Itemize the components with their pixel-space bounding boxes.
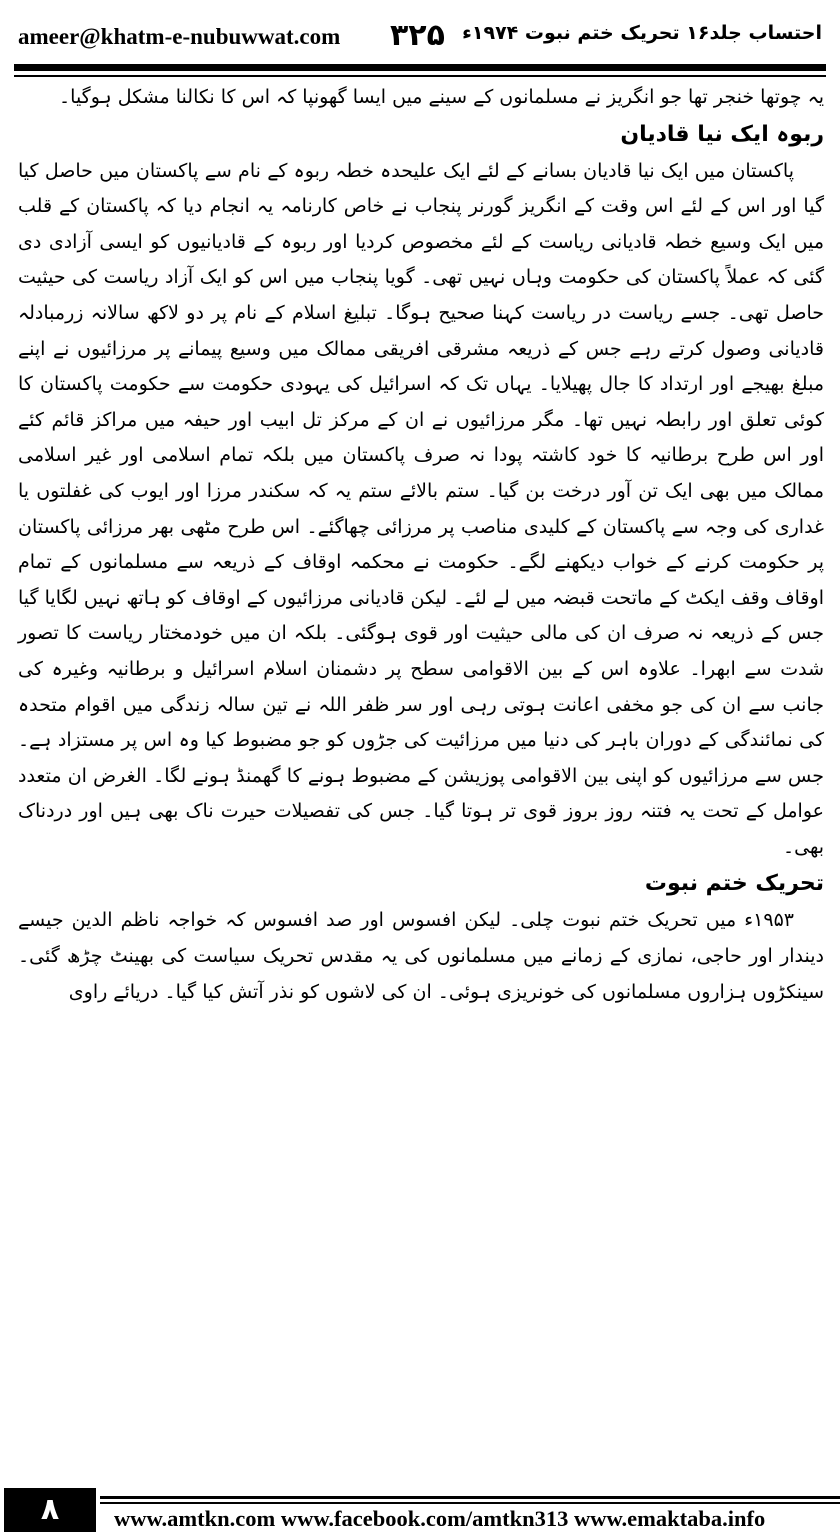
footer-links: www.amtkn.com www.facebook.com/amtkn313 www.emaktaba.info [114, 1506, 766, 1531]
paragraph-tehreek: ۱۹۵۳ء میں تحریک ختم نبوت چلی۔ لیکن افسوس اور صد افسوس کہ خواجہ ناظم الدین جیسے دیندار اور حاجی، نمازی کے زمانے میں مسلمانوں کی یہ مقدس تحریک سیاست کی بھینٹ چڑھ گئی۔ سینکڑوں ہزاروں مسلمانوں کی خونریزی ہوئی۔ ان کی لاشوں کو نذر آتش کیا گیا۔ دریائے راوی [18, 909, 824, 1003]
footer-rule-thin [100, 1502, 840, 1504]
section-heading-tehreek: تحریک ختم نبوت [644, 871, 824, 897]
page-header [14, 20, 826, 58]
paragraph-rabwah: پاکستان میں ایک نیا قادیان بسانے کے لئے ایک علیحدہ خطہ ربوہ کے نام سے پاکستان میں حاصل کیا گیا اور اس کے لئے اس وقت کے انگریز گورنر پنجاب نے خاص کارنامہ یہ انجام دیا کہ پاکستان کے قلب میں ایک وسیع خطہ قادیانی ریاست کے لئے مخصوص کردیا اور ربوہ کے قادیانیوں کو ایسی آزادی دی گئی کہ عملاً پاکستان کی حکومت وہاں نہیں تھی۔ گویا پنجاب میں اس کو ایک آزاد ریاست کی حیثیت حاصل تھی۔ جسے ریاست در ریاست کہنا صحیح ہوگا۔ تبلیغ اسلام کے نام پر دو لاکھ سالانہ زرمبادلہ قادیانی وصول کرتے رہے جس کے ذریعہ مشرقی افریقی ممالک میں وسیع پیمانے پر مرزائیوں نے اپنے مبلغ بھیجے اور ارتداد کا جال پھیلایا۔ یہاں تک کہ اسرائیل کی یہودی حکومت سے حکومت پاکستان کا کوئی تعلق اور رابطہ نہیں تھا۔ مگر مرزائیوں نے ان کے مرکز تل ابیب اور حیفہ میں مراکز قائم کئے اور اس طرح برطانیہ کا خود کاشتہ پودا نہ صرف پاکستان میں بلکہ تمام اسلامی اور غیر اسلامی ممالک میں بھی ایک تن آور درخت بن گیا۔ ستم بالائے ستم یہ کہ سکندر مرزا اور ایوب کی غفلتوں یا غداری کی وجہ سے پاکستان کے کلیدی مناصب پر مرزائی چھاگئے۔ اس طرح مٹھی بھر مرزائی پاکستان پر حکومت کرنے کے خواب دیکھنے لگے۔ حکومت نے محکمہ اوقاف کے ذریعہ سے مسلمانوں کے تمام اوقاف وقف ایکٹ کے ماتحت قبضہ میں لے لئے۔ لیکن قادیانی مرزائیوں کے اوقاف کو ہاتھ نہیں لگایا گیا جس کے ذریعہ نہ صرف ان کی مالی حیثیت اور قوی ہوگئی۔ بلکہ ان میں خودمختار ریاست کا تصور شدت سے ابھرا۔ علاوہ اس کے بین الاقوامی سطح پر دشمنان اسلام اسرائیل و برطانیہ وغیرہ کی جانب سے ان کی جو مخفی اعانت ہوتی رہی اور سر ظفر اللہ نے تین سالہ زندگی میں اقوام متحدہ کی نمائندگی کے دوران باہر کی دنیا میں مرزائیت کی جڑوں کو جو مضبوط کیا وہ اس پر مستزاد ہے۔ جس سے مرزائیوں کو اپنی بین الاقوامی پوزیشن کے مضبوط ہونے کا گھمنڈ ہونے لگا۔ الغرض ان متعدد عوامل کے تحت یہ فتنہ روز بروز قوی تر ہوتا گیا۔ جس کی تفصیلات حیرت ناک بھی ہیں اور دردناک بھی۔ [18, 159, 824, 858]
intro-paragraph: یہ چوتھا خنجر تھا جو انگریز نے مسلمانوں کے سینے میں ایسا گھونپا کہ اس کا نکالنا مشکل ہوگیا۔ [59, 86, 824, 108]
page-body [18, 80, 824, 1010]
header-rule-thick [14, 64, 826, 71]
page-footer [0, 1488, 840, 1540]
header-rule-thin [14, 75, 826, 77]
header-email: ameer@khatm-e-nubuwwat.com [18, 24, 341, 49]
footer-page-number: ۸ [4, 1488, 96, 1532]
footer-rule-thick [100, 1496, 840, 1499]
section-heading-rabwah: ربوہ ایک نیا قادیان [620, 121, 824, 147]
header-page-number: ۳۲۵ [390, 18, 445, 53]
header-running-title: احتساب جلد۱۶ تحریک ختم نبوت ۱۹۷۴ء [462, 22, 822, 44]
